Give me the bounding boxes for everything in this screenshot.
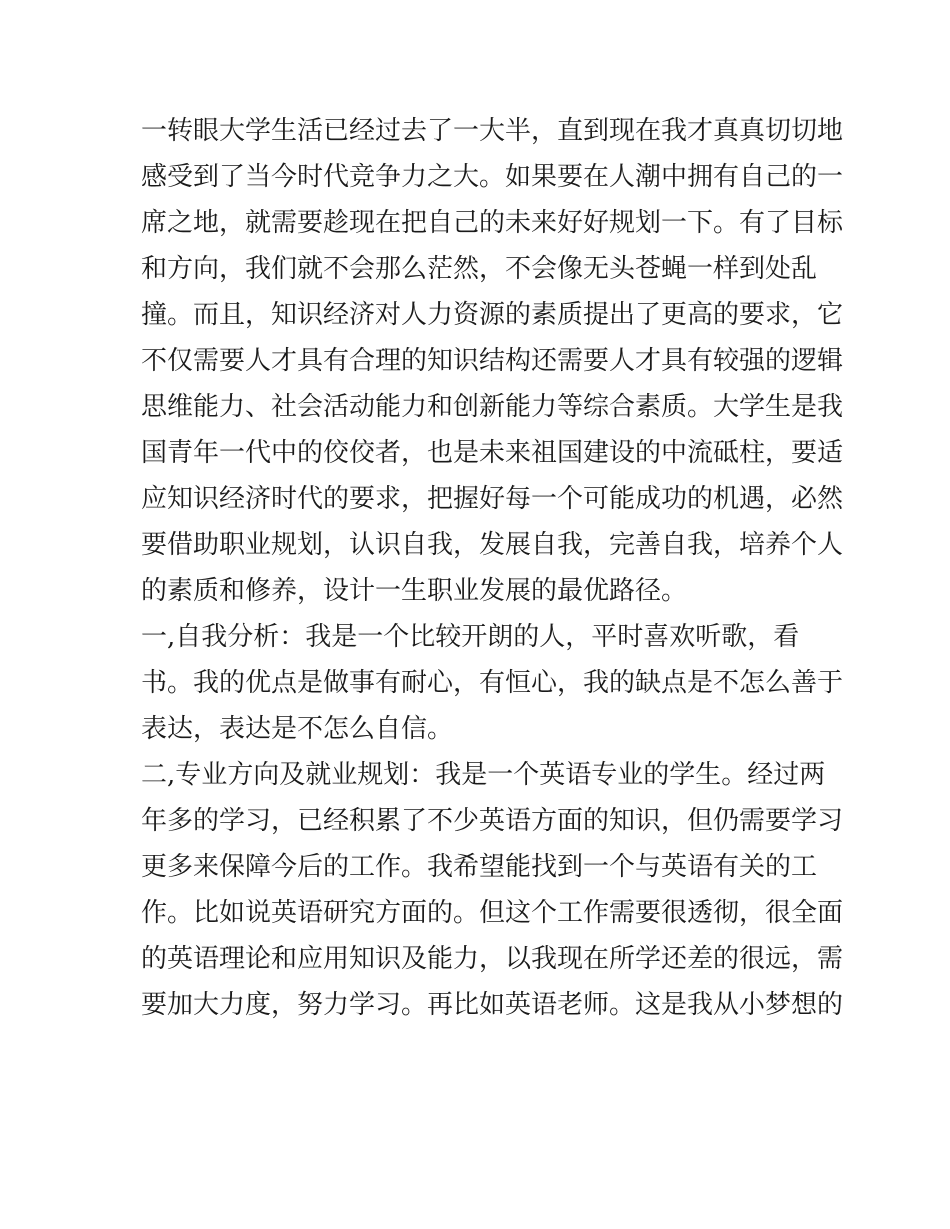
document-body: [141, 108, 844, 1028]
text-line: 席之地，就需要趁现在把自己的未来好好规划一下。有了目标: [141, 208, 844, 238]
text-line: 的素质和修养，设计一生职业发展的最优路径。: [141, 576, 688, 606]
text-line: 书。我的优点是做事有耐心，有恒心，我的缺点是不怎么善于: [141, 668, 844, 698]
text-line: 感受到了当今时代竞争力之大。如果要在人潮中拥有自己的一: [141, 162, 844, 192]
text-line: 要借助职业规划，认识自我，发展自我，完善自我，培养个人: [141, 530, 844, 560]
text-line: 撞。而且，知识经济对人力资源的素质提出了更高的要求，它: [141, 300, 844, 330]
text-line: 应知识经济时代的要求，把握好每一个可能成功的机遇，必然: [141, 484, 844, 514]
text-line: 国青年一代中的佼佼者，也是未来祖国建设的中流砥柱，要适: [141, 438, 844, 468]
text-line: 要加大力度，努力学习。再比如英语老师。这是我从小梦想的: [141, 990, 844, 1020]
text-line: 一转眼大学生活已经过去了一大半，直到现在我才真真切切地: [141, 116, 844, 146]
text-line: 不仅需要人才具有合理的知识结构还需要人才具有较强的逻辑: [141, 346, 844, 376]
text-line: 的英语理论和应用知识及能力，以我现在所学还差的很远，需: [141, 944, 844, 974]
text-line: 年多的学习，已经积累了不少英语方面的知识，但仍需要学习: [141, 806, 844, 836]
section-heading-line: 一,自我分析：我是一个比较开朗的人，平时喜欢听歌，看: [141, 622, 800, 652]
text-line: 和方向，我们就不会那么茫然，不会像无头苍蝇一样到处乱: [141, 254, 818, 284]
text-line: 作。比如说英语研究方面的。但这个工作需要很透彻，很全面: [141, 898, 844, 928]
text-line: 表达，表达是不怎么自信。: [141, 714, 454, 744]
text-line: 更多来保障今后的工作。我希望能找到一个与英语有关的工: [141, 852, 818, 882]
section-heading-line: 二,专业方向及就业规划：我是一个英语专业的学生。经过两: [141, 760, 826, 790]
text-line: 思维能力、社会活动能力和创新能力等综合素质。大学生是我: [141, 392, 844, 422]
